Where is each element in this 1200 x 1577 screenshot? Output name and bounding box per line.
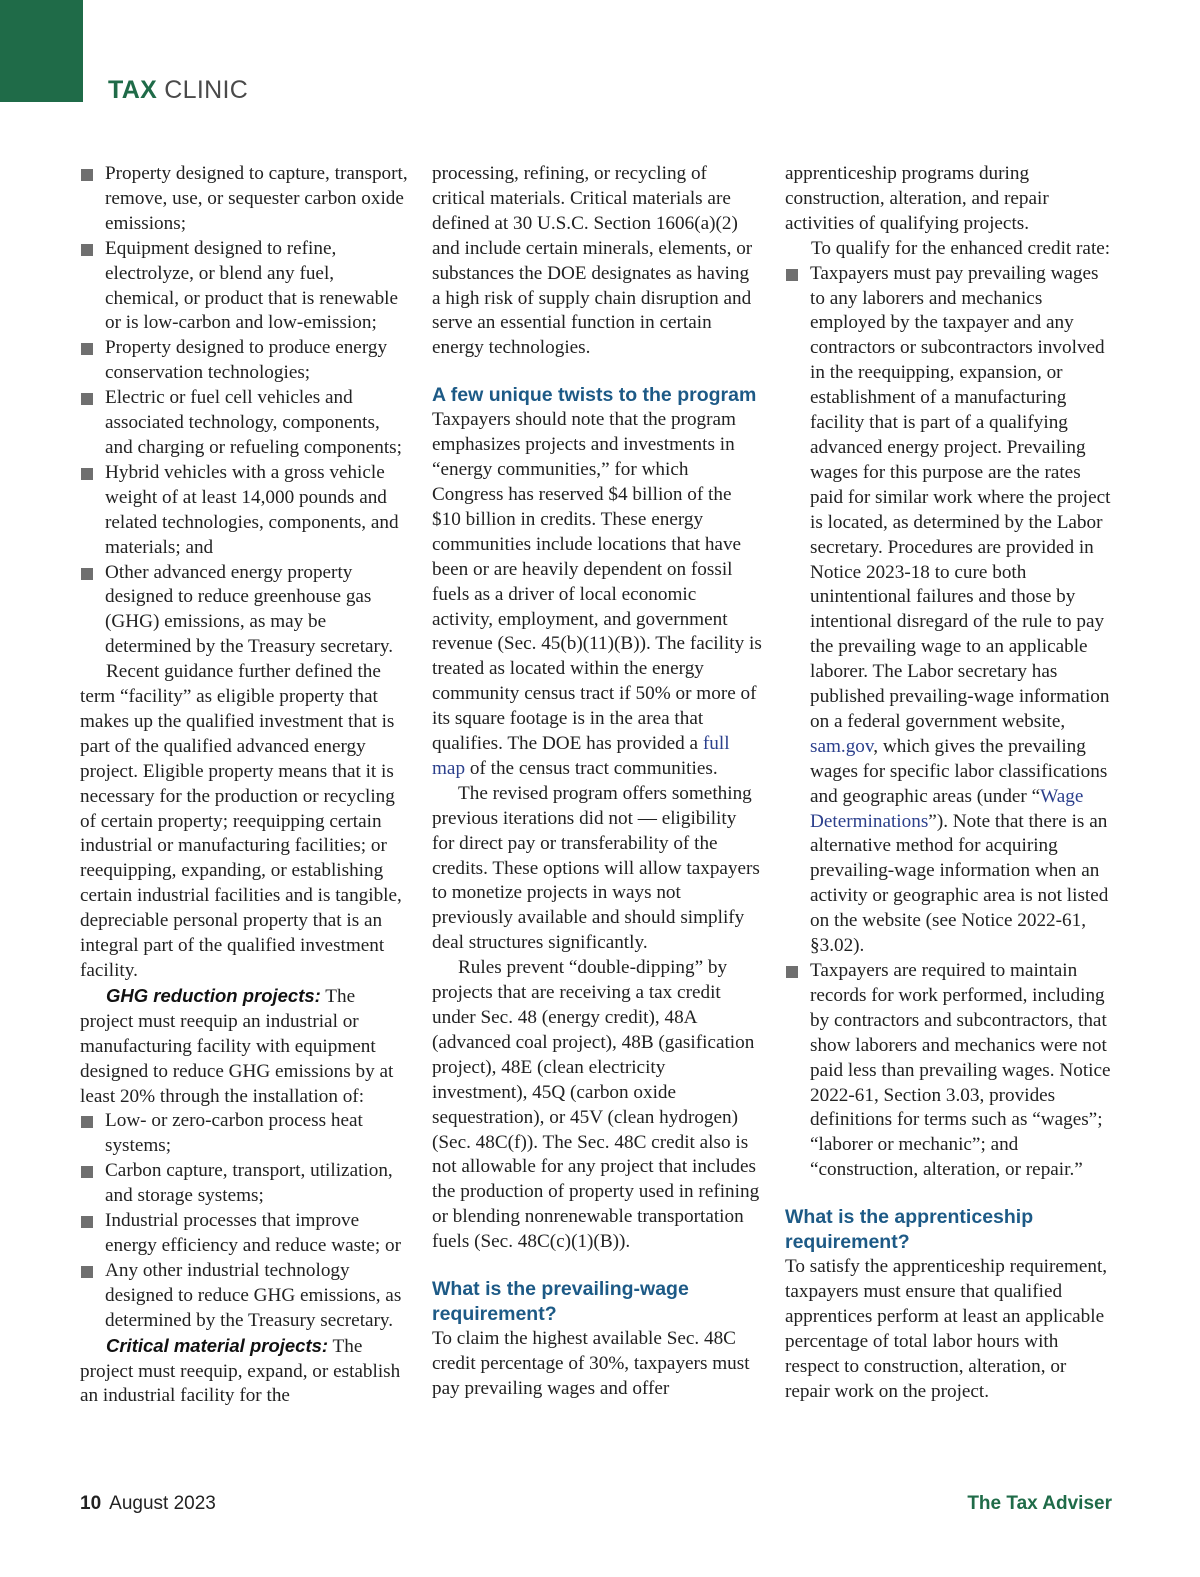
wage-bullet-text: Taxpayers must pay prevailing wages to any laborers and mechanics employed by the taxpayer and any contractors or subcontractors involved in the reequipping, expansion, or establishment of a manufacturing facility that is part of a qualifying advanced energy project. Prevailing wages for this purpose are the rates paid for similar work where the project is located, as determined by the Labor secretary. Procedures are provided in Notice 2023-18 to cure both unintentional failures and those by intentional disregard of the rule to pay the prevailing wage to an applicable laborer. The Labor secretary has published prevailing-wage information on a federal government website, bbox=[810, 262, 1111, 732]
brand-color-block bbox=[0, 0, 83, 102]
column-3 bbox=[785, 162, 1115, 1405]
heading-prevailing-wage: What is the prevailing-wage requirement? bbox=[432, 1278, 689, 1326]
column-1 bbox=[80, 162, 410, 1409]
publication-name: The Tax Adviser bbox=[967, 1493, 1112, 1514]
section-label-tax: TAX bbox=[108, 76, 158, 104]
ghg-runin-heading: GHG reduction projects: bbox=[106, 984, 321, 1006]
paragraph-critical-material bbox=[80, 1334, 410, 1410]
paragraph-apprenticeship: To satisfy the apprenticeship requirement, taxpayers must ensure that qualified apprentices perform at least an applicable percentage of total labor hours with respect to construction, alteration, or repair work on the project. bbox=[785, 1256, 1108, 1402]
column-2 bbox=[432, 162, 762, 1402]
list-item: Equipment designed to refine, electrolyze, or blend any fuel, chemical, or product that is renewable or is low-carbon and low-emission; bbox=[80, 237, 410, 337]
requirements-bullet-list bbox=[785, 262, 1115, 1184]
issue-date: August 2023 bbox=[109, 1493, 216, 1514]
paragraph-prevailing-wage: To claim the highest available Sec. 48C credit percentage of 30%, taxpayers must pay prevailing wages and offer bbox=[432, 1328, 750, 1399]
paragraph-qualify: To qualify for the enhanced credit rate: bbox=[811, 237, 1111, 259]
wage-bullet-text-c: ”). Note that there is an alternative method for acquiring prevailing-wage information when an activity or geographic area is not listed on the website (see Notice 2022-61, §3.02). bbox=[810, 810, 1109, 957]
list-item: Carbon capture, transport, utilization, and storage systems; bbox=[80, 1159, 410, 1209]
list-item: Taxpayers are required to maintain records for work performed, including by contractors and subcontractors, that show laborers and mechanics were not paid less than prevailing wages. Notice 2022-61, Section 3.03, provides definitions for terms such as “wages”; “laborer or mechanic”; and “construction, alteration, or repair.” bbox=[785, 959, 1115, 1183]
paragraph-apprentice-cont: apprenticeship programs during construction, alteration, and repair activities of qualifying projects. bbox=[785, 163, 1049, 234]
list-item: Low- or zero-carbon process heat systems; bbox=[80, 1109, 410, 1159]
list-item: Property designed to capture, transport, remove, use, or sequester carbon oxide emissions; bbox=[80, 162, 410, 237]
twists-text-end: of the census tract communities. bbox=[465, 757, 718, 779]
full-map-link[interactable]: full map bbox=[432, 733, 730, 779]
section-label-clinic: CLINIC bbox=[164, 76, 249, 104]
property-bullet-list bbox=[80, 162, 410, 660]
list-item: Industrial processes that improve energy efficiency and reduce waste; or bbox=[80, 1209, 410, 1259]
paragraph-ghg-projects bbox=[80, 984, 410, 1110]
section-label bbox=[108, 74, 248, 106]
ghg-bullet-list bbox=[80, 1109, 410, 1333]
ghg-text: The project must reequip an industrial or manufacturing facility with equipment designed to reduce GHG emissions by at least 20% through the installation of: bbox=[80, 985, 394, 1107]
paragraph-critical-cont: processing, refining, or recycling of critical materials. Critical materials are defined at 30 U.S.C. Section 1606(a)(2) and include certain minerals, elements, or substances the DOE designates as having a high risk of supply chain disruption and serve an essential function in certain energy technologies. bbox=[432, 163, 753, 359]
critical-runin-heading: Critical material projects: bbox=[106, 1334, 329, 1356]
list-item: Any other industrial technology designed to reduce GHG emissions, as determined by the Treasury secretary. bbox=[80, 1259, 410, 1334]
paragraph-double-dipping: Rules prevent “double-dipping” by projects that are receiving a tax credit under Sec. 48 (energy credit), 48A (advanced coal project), 48B (gasification project), 48E (clean electricity investment), 45Q (carbon oxide sequestration), or 45V (clean hydrogen) (Sec. 48C(f)). The Sec. 48C credit also is not allowable for any project that includes the production of property used in refining or blending nonrenewable transportation fuels (Sec. 48C(c)(1)(B)). bbox=[432, 957, 760, 1253]
twists-text: Taxpayers should note that the program emphasizes projects and investments in “energy communities,” for which Congress has reserved $4 billion of the $10 billion in credits. These energy communities include locations that have been or are heavily dependent on fossil fuels as a driver of local economic activity, employment, and government revenue (Sec. 45(b)(11)(B)). The facility is treated as located within the energy community census tract if 50% or more of its square footage is in the area that qualifies. The DOE has provided a bbox=[432, 409, 762, 755]
page-number: 10 bbox=[80, 1493, 102, 1514]
list-item: Other advanced energy property designed to reduce greenhouse gas (GHG) emissions, as may be determined by the Treasury secretary. bbox=[80, 561, 410, 661]
list-item: Property designed to produce energy conservation technologies; bbox=[80, 336, 410, 386]
sam-gov-link[interactable]: sam.gov bbox=[810, 735, 874, 757]
wage-determinations-link[interactable]: Wage Determinations bbox=[810, 785, 1084, 832]
list-item: Hybrid vehicles with a gross vehicle weight of at least 14,000 pounds and related technologies, components, and materials; and bbox=[80, 461, 410, 561]
list-item bbox=[785, 262, 1115, 959]
heading-apprenticeship: What is the apprenticeship requirement? bbox=[785, 1206, 1034, 1254]
critical-text: The project must reequip, expand, or establish an industrial facility for the bbox=[80, 1335, 401, 1407]
paragraph-recent-guidance: Recent guidance further defined the term “facility” as eligible property that makes up the qualified investment that is part of the qualified advanced energy project. Eligible property means that it is necessary for the production or recycling of certain property; reequipping certain industrial or manufacturing facilities; or reequipping, expanding, or establishing certain industrial facilities and is tangible, depreciable personal property that is an integral part of the qualified investment facility. bbox=[80, 661, 402, 981]
paragraph-revised-program: The revised program offers something previous iterations did not — eligibility for direct pay or transferability of the credits. These options will allow taxpayers to monetize projects in ways not previously available and should simplify deal structures significantly. bbox=[432, 782, 760, 954]
paragraph-energy-communities bbox=[432, 408, 762, 782]
list-item: Electric or fuel cell vehicles and associated technology, components, and charging or refueling components; bbox=[80, 386, 410, 461]
wage-bullet-text-b: , which gives the prevailing wages for specific labor classifications and geographic areas (under “ bbox=[810, 735, 1108, 807]
footer-page-info bbox=[80, 1491, 216, 1517]
heading-unique-twists: A few unique twists to the program bbox=[432, 384, 757, 407]
